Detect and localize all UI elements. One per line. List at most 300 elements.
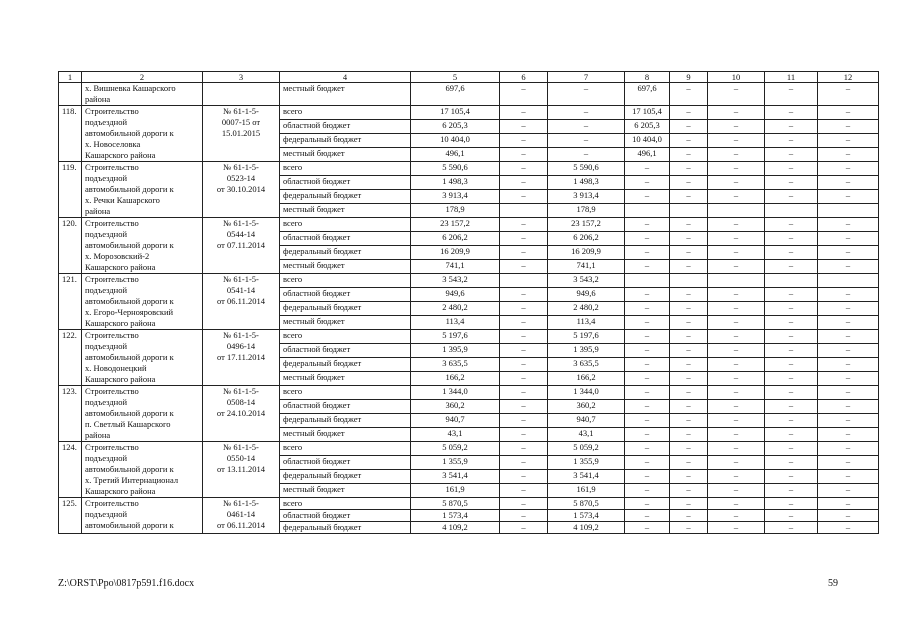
- reference-cell: [203, 442, 280, 498]
- value-cell: –: [670, 442, 708, 456]
- value-cell: –: [765, 510, 818, 522]
- value-cell: –: [818, 232, 879, 246]
- value-cell: –: [625, 456, 670, 470]
- object-name-line: подъездной: [85, 285, 128, 295]
- value-cell: 166,2: [548, 372, 625, 386]
- value-cell: –: [625, 358, 670, 372]
- reference-line: от 06.11.2014: [217, 296, 265, 306]
- value-cell: –: [818, 148, 879, 162]
- funding-source: всего: [280, 162, 411, 176]
- value-cell: 741,1: [411, 260, 500, 274]
- value-cell: –: [670, 522, 708, 534]
- reference-cell: [203, 274, 280, 330]
- value-cell: –: [500, 232, 548, 246]
- funding-source: федеральный бюджет: [280, 246, 411, 260]
- value-cell: –: [500, 288, 548, 302]
- value-cell: –: [765, 83, 818, 106]
- object-name-line: Кашарского района: [85, 374, 156, 384]
- reference-line: 0523-14: [226, 173, 256, 183]
- value-cell: –: [708, 456, 765, 470]
- reference-cell: [203, 498, 280, 534]
- value-cell: 43,1: [411, 428, 500, 442]
- value-cell: –: [708, 330, 765, 344]
- reference-cell: [203, 106, 280, 162]
- reference-line: № 61-1-5-: [223, 274, 259, 284]
- reference-line: 0007-15 от: [221, 117, 261, 127]
- table-row: [59, 83, 879, 106]
- value-cell: –: [818, 83, 879, 106]
- object-name-cell: [82, 330, 203, 386]
- value-cell: –: [500, 218, 548, 232]
- funding-source: областной бюджет: [280, 288, 411, 302]
- page-number: 59: [828, 578, 838, 589]
- value-cell: –: [708, 246, 765, 260]
- value-cell: –: [500, 162, 548, 176]
- value-cell: –: [500, 176, 548, 190]
- entry-number-cell: [59, 83, 82, 106]
- object-name-cell: [82, 218, 203, 274]
- object-name-line: Строительство: [85, 106, 139, 116]
- value-cell: –: [625, 400, 670, 414]
- value-cell: –: [625, 190, 670, 204]
- object-name-line: Кашарского района: [85, 486, 156, 496]
- value-cell: –: [818, 510, 879, 522]
- value-cell: –: [708, 316, 765, 330]
- object-name-line: автомобильной дороги к: [85, 408, 174, 418]
- value-cell: –: [708, 442, 765, 456]
- value-cell: 5 870,5: [411, 498, 500, 510]
- object-name-line: Строительство: [85, 386, 139, 396]
- header-row: [59, 72, 879, 83]
- value-cell: –: [708, 470, 765, 484]
- reference-line: от 17.11.2014: [217, 352, 265, 362]
- value-cell: –: [818, 120, 879, 134]
- value-cell: –: [548, 134, 625, 148]
- column-header: 8: [625, 72, 670, 83]
- value-cell: –: [708, 162, 765, 176]
- value-cell: –: [670, 302, 708, 316]
- value-cell: 1 573,4: [411, 510, 500, 522]
- value-cell: –: [818, 498, 879, 510]
- value-cell: –: [625, 372, 670, 386]
- value-cell: 949,6: [548, 288, 625, 302]
- funding-source: местный бюджет: [280, 372, 411, 386]
- value-cell: –: [765, 190, 818, 204]
- value-cell: 3 635,5: [548, 358, 625, 372]
- value-cell: –: [818, 484, 879, 498]
- object-name-cell: [82, 442, 203, 498]
- value-cell: [818, 274, 879, 288]
- object-name-line: х. Морозовский-2: [85, 251, 150, 261]
- value-cell: –: [670, 288, 708, 302]
- object-name-line: Строительство: [85, 162, 139, 172]
- entry-number: 120.: [59, 218, 82, 274]
- table-row: [59, 218, 879, 232]
- value-cell: –: [708, 510, 765, 522]
- value-cell: –: [670, 232, 708, 246]
- object-name-cell: [82, 106, 203, 162]
- value-cell: –: [708, 400, 765, 414]
- value-cell: [818, 204, 879, 218]
- object-name-line: автомобильной дороги к: [85, 296, 174, 306]
- value-cell: –: [818, 302, 879, 316]
- value-cell: 3 543,2: [411, 274, 500, 288]
- reference-line: 0508-14: [226, 397, 256, 407]
- value-cell: –: [818, 190, 879, 204]
- value-cell: 113,4: [548, 316, 625, 330]
- value-cell: 5 197,6: [548, 330, 625, 344]
- value-cell: [708, 204, 765, 218]
- value-cell: –: [625, 316, 670, 330]
- object-name-cell: [82, 386, 203, 442]
- funding-source: местный бюджет: [280, 316, 411, 330]
- value-cell: –: [818, 316, 879, 330]
- value-cell: –: [500, 428, 548, 442]
- funding-source: областной бюджет: [280, 456, 411, 470]
- value-cell: –: [765, 386, 818, 400]
- value-cell: –: [500, 358, 548, 372]
- value-cell: 3 541,4: [548, 470, 625, 484]
- value-cell: 1 355,9: [411, 456, 500, 470]
- object-name-line: Строительство: [85, 330, 139, 340]
- value-cell: [670, 204, 708, 218]
- value-cell: –: [765, 400, 818, 414]
- object-name-line: района: [85, 94, 111, 104]
- value-cell: –: [818, 400, 879, 414]
- value-cell: –: [670, 428, 708, 442]
- value-cell: –: [500, 83, 548, 106]
- object-name-line: Строительство: [85, 498, 139, 508]
- value-cell: –: [670, 120, 708, 134]
- funding-source: всего: [280, 106, 411, 120]
- funding-source: областной бюджет: [280, 176, 411, 190]
- value-cell: –: [625, 218, 670, 232]
- table-row: [59, 162, 879, 176]
- column-header: 7: [548, 72, 625, 83]
- value-cell: –: [670, 456, 708, 470]
- value-cell: –: [500, 498, 548, 510]
- value-cell: –: [708, 522, 765, 534]
- value-cell: 6 205,3: [411, 120, 500, 134]
- value-cell: –: [765, 302, 818, 316]
- reference-line: 0544-14: [226, 229, 256, 239]
- value-cell: –: [765, 498, 818, 510]
- value-cell: –: [500, 400, 548, 414]
- value-cell: –: [818, 442, 879, 456]
- value-cell: –: [670, 484, 708, 498]
- value-cell: –: [625, 176, 670, 190]
- reference-cell: [203, 330, 280, 386]
- value-cell: –: [500, 484, 548, 498]
- value-cell: –: [500, 414, 548, 428]
- reference-line: 0461-14: [226, 509, 256, 519]
- value-cell: –: [765, 218, 818, 232]
- object-name-line: Строительство: [85, 218, 139, 228]
- column-header: 1: [59, 72, 82, 83]
- value-cell: –: [625, 162, 670, 176]
- value-cell: [625, 274, 670, 288]
- object-name-line: подъездной: [85, 117, 128, 127]
- object-name-line: х. Новодонецкий: [85, 363, 147, 373]
- column-header: 2: [82, 72, 203, 83]
- value-cell: –: [708, 260, 765, 274]
- value-cell: –: [818, 386, 879, 400]
- object-name-line: Строительство: [85, 442, 139, 452]
- value-cell: –: [670, 470, 708, 484]
- funding-source: федеральный бюджет: [280, 190, 411, 204]
- value-cell: 1 498,3: [548, 176, 625, 190]
- value-cell: –: [708, 484, 765, 498]
- value-cell: –: [708, 232, 765, 246]
- value-cell: –: [670, 414, 708, 428]
- funding-source: местный бюджет: [280, 83, 411, 106]
- funding-source: всего: [280, 386, 411, 400]
- value-cell: –: [765, 316, 818, 330]
- funding-source: областной бюджет: [280, 120, 411, 134]
- table-row: [59, 442, 879, 456]
- value-cell: –: [625, 330, 670, 344]
- value-cell: 5 197,6: [411, 330, 500, 344]
- value-cell: 161,9: [411, 484, 500, 498]
- value-cell: –: [818, 134, 879, 148]
- value-cell: –: [625, 246, 670, 260]
- value-cell: –: [765, 428, 818, 442]
- value-cell: 4 109,2: [548, 522, 625, 534]
- value-cell: –: [818, 372, 879, 386]
- value-cell: 3 635,5: [411, 358, 500, 372]
- object-name-line: автомобильной дороги к: [85, 464, 174, 474]
- value-cell: –: [765, 484, 818, 498]
- table-row: [59, 386, 879, 400]
- funding-source: федеральный бюджет: [280, 414, 411, 428]
- value-cell: –: [500, 456, 548, 470]
- value-cell: 6 206,2: [548, 232, 625, 246]
- funding-source: всего: [280, 218, 411, 232]
- value-cell: –: [708, 218, 765, 232]
- value-cell: –: [765, 456, 818, 470]
- reference-line: № 61-1-5-: [223, 386, 259, 396]
- value-cell: 2 480,2: [411, 302, 500, 316]
- value-cell: –: [500, 344, 548, 358]
- value-cell: –: [765, 120, 818, 134]
- value-cell: 43,1: [548, 428, 625, 442]
- value-cell: 10 404,0: [411, 134, 500, 148]
- funding-source: областной бюджет: [280, 510, 411, 522]
- value-cell: –: [670, 386, 708, 400]
- column-header: 9: [670, 72, 708, 83]
- value-cell: –: [625, 470, 670, 484]
- value-cell: –: [765, 522, 818, 534]
- value-cell: –: [818, 358, 879, 372]
- value-cell: –: [548, 148, 625, 162]
- value-cell: [625, 204, 670, 218]
- value-cell: 360,2: [411, 400, 500, 414]
- object-name-line: х. Речки Кашарского: [85, 195, 160, 205]
- value-cell: 17 105,4: [625, 106, 670, 120]
- funding-source: местный бюджет: [280, 148, 411, 162]
- object-name-line: х. Третий Интернационал: [85, 475, 179, 485]
- object-name-line: подъездной: [85, 173, 128, 183]
- value-cell: 940,7: [411, 414, 500, 428]
- value-cell: 940,7: [548, 414, 625, 428]
- funding-source: федеральный бюджет: [280, 302, 411, 316]
- funding-source: местный бюджет: [280, 260, 411, 274]
- value-cell: –: [818, 456, 879, 470]
- reference-line: № 61-1-5-: [223, 106, 259, 116]
- value-cell: 113,4: [411, 316, 500, 330]
- value-cell: 5 870,5: [548, 498, 625, 510]
- reference-cell: [203, 386, 280, 442]
- value-cell: –: [670, 148, 708, 162]
- object-name-line: подъездной: [85, 397, 128, 407]
- value-cell: 360,2: [548, 400, 625, 414]
- funding-source: областной бюджет: [280, 232, 411, 246]
- column-header: 12: [818, 72, 879, 83]
- object-name-line: п. Светлый Кашарского: [85, 419, 171, 429]
- value-cell: 3 543,2: [548, 274, 625, 288]
- value-cell: –: [765, 330, 818, 344]
- value-cell: –: [500, 106, 548, 120]
- value-cell: –: [818, 288, 879, 302]
- value-cell: –: [670, 134, 708, 148]
- value-cell: –: [818, 106, 879, 120]
- value-cell: –: [765, 148, 818, 162]
- value-cell: –: [625, 510, 670, 522]
- column-header: 11: [765, 72, 818, 83]
- value-cell: –: [765, 288, 818, 302]
- value-cell: 3 913,4: [411, 190, 500, 204]
- file-path: Z:\ORST\Ppo\0817p591.f16.docx: [58, 578, 195, 589]
- table-body: [59, 72, 879, 534]
- reference-line: № 61-1-5-: [223, 162, 259, 172]
- value-cell: 741,1: [548, 260, 625, 274]
- value-cell: –: [500, 134, 548, 148]
- value-cell: [708, 274, 765, 288]
- value-cell: –: [708, 414, 765, 428]
- value-cell: –: [765, 442, 818, 456]
- value-cell: –: [500, 330, 548, 344]
- value-cell: –: [670, 344, 708, 358]
- column-header: 5: [411, 72, 500, 83]
- value-cell: –: [708, 372, 765, 386]
- reference-line: от 13.11.2014: [217, 464, 265, 474]
- value-cell: –: [765, 260, 818, 274]
- value-cell: –: [708, 386, 765, 400]
- value-cell: 5 059,2: [411, 442, 500, 456]
- entry-number: 125.: [59, 498, 82, 534]
- value-cell: 161,9: [548, 484, 625, 498]
- value-cell: –: [818, 414, 879, 428]
- table-row: [59, 106, 879, 120]
- value-cell: [765, 274, 818, 288]
- budget-table: [58, 71, 879, 534]
- value-cell: 1 498,3: [411, 176, 500, 190]
- value-cell: –: [548, 120, 625, 134]
- value-cell: –: [500, 510, 548, 522]
- value-cell: –: [765, 134, 818, 148]
- funding-source: областной бюджет: [280, 344, 411, 358]
- funding-source: федеральный бюджет: [280, 134, 411, 148]
- reference-line: № 61-1-5-: [223, 330, 259, 340]
- value-cell: –: [625, 522, 670, 534]
- value-cell: 6 205,3: [625, 120, 670, 134]
- value-cell: 178,9: [411, 204, 500, 218]
- value-cell: –: [708, 428, 765, 442]
- entry-number: 122.: [59, 330, 82, 386]
- reference-cell: [203, 218, 280, 274]
- value-cell: [500, 274, 548, 288]
- object-name-line: автомобильной дороги к: [85, 240, 174, 250]
- value-cell: –: [500, 302, 548, 316]
- object-name-line: автомобильной дороги к: [85, 184, 174, 194]
- object-name-line: Кашарского района: [85, 318, 156, 328]
- value-cell: –: [818, 260, 879, 274]
- value-cell: –: [670, 372, 708, 386]
- value-cell: –: [818, 428, 879, 442]
- value-cell: –: [625, 484, 670, 498]
- funding-source: местный бюджет: [280, 484, 411, 498]
- value-cell: 17 105,4: [411, 106, 500, 120]
- value-cell: 949,6: [411, 288, 500, 302]
- value-cell: –: [765, 344, 818, 358]
- reference-line: от 06.11.2014: [217, 520, 265, 530]
- value-cell: 697,6: [411, 83, 500, 106]
- value-cell: –: [818, 218, 879, 232]
- value-cell: –: [708, 498, 765, 510]
- value-cell: –: [670, 190, 708, 204]
- value-cell: –: [765, 106, 818, 120]
- value-cell: 2 480,2: [548, 302, 625, 316]
- funding-source: всего: [280, 498, 411, 510]
- value-cell: –: [818, 470, 879, 484]
- value-cell: 23 157,2: [548, 218, 625, 232]
- funding-source: всего: [280, 274, 411, 288]
- value-cell: –: [548, 83, 625, 106]
- value-cell: –: [765, 246, 818, 260]
- value-cell: –: [670, 260, 708, 274]
- value-cell: –: [708, 134, 765, 148]
- object-name-line: района: [85, 430, 111, 440]
- object-name-line: автомобильной дороги к: [85, 128, 174, 138]
- value-cell: –: [500, 316, 548, 330]
- value-cell: –: [670, 83, 708, 106]
- funding-source: федеральный бюджет: [280, 358, 411, 372]
- value-cell: –: [670, 218, 708, 232]
- column-header: 3: [203, 72, 280, 83]
- funding-source: всего: [280, 330, 411, 344]
- object-name-line: подъездной: [85, 229, 128, 239]
- value-cell: –: [670, 106, 708, 120]
- value-cell: –: [625, 288, 670, 302]
- value-cell: 178,9: [548, 204, 625, 218]
- reference-line: от 30.10.2014: [216, 184, 266, 194]
- value-cell: [765, 204, 818, 218]
- value-cell: 3 913,4: [548, 190, 625, 204]
- value-cell: –: [708, 120, 765, 134]
- value-cell: –: [818, 330, 879, 344]
- value-cell: 23 157,2: [411, 218, 500, 232]
- reference-line: от 24.10.2014: [216, 408, 266, 418]
- value-cell: –: [625, 442, 670, 456]
- value-cell: –: [765, 176, 818, 190]
- value-cell: [670, 274, 708, 288]
- value-cell: 16 209,9: [411, 246, 500, 260]
- value-cell: –: [708, 148, 765, 162]
- value-cell: 1 344,0: [548, 386, 625, 400]
- value-cell: –: [670, 358, 708, 372]
- object-name-cell: [82, 274, 203, 330]
- value-cell: –: [765, 358, 818, 372]
